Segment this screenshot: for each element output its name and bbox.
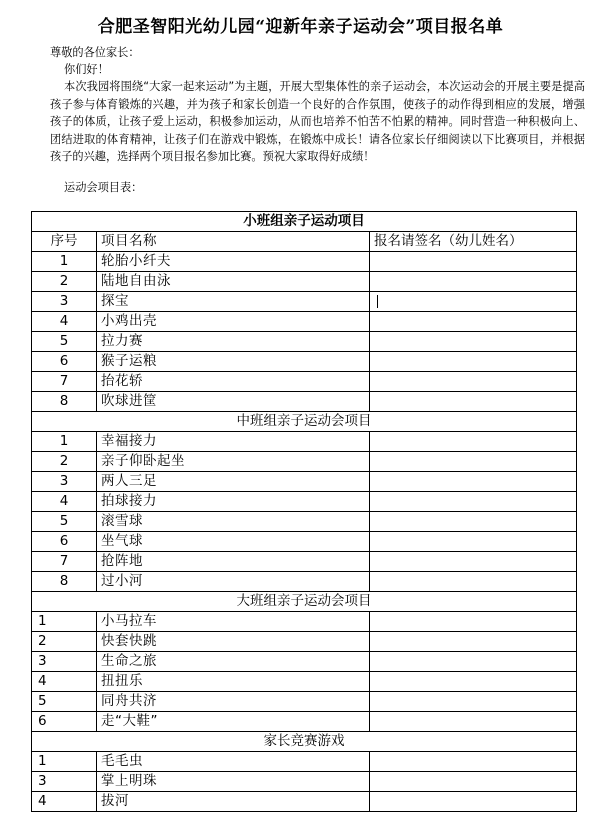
signup-cell[interactable]	[370, 792, 577, 812]
item-name: 小鸡出壳	[97, 312, 370, 332]
events-table	[31, 211, 577, 812]
signup-cell[interactable]	[370, 312, 577, 332]
item-number: 1	[32, 612, 97, 632]
table-row	[32, 612, 577, 632]
signup-cell[interactable]	[370, 432, 577, 452]
item-number: 7	[32, 552, 97, 572]
signup-cell[interactable]	[370, 712, 577, 732]
signup-cell[interactable]	[370, 752, 577, 772]
document-title: 合肥圣智阳光幼儿园“迎新年亲子运动会”项目报名单	[97, 17, 504, 37]
column-header-number: 序号	[32, 232, 97, 252]
table-row	[32, 432, 577, 452]
item-number: 8	[32, 572, 97, 592]
signup-cell[interactable]	[370, 532, 577, 552]
signup-cell[interactable]	[370, 272, 577, 292]
section-header-row	[32, 732, 577, 752]
text-cursor	[377, 295, 378, 308]
item-name: 同舟共济	[97, 692, 370, 712]
section-title: 中班组亲子运动会项目	[32, 412, 577, 432]
item-number: 4	[32, 792, 97, 812]
table-row	[32, 472, 577, 492]
table-row	[32, 392, 577, 412]
table-row	[32, 712, 577, 732]
item-name: 抬花轿	[97, 372, 370, 392]
item-name: 小马拉车	[97, 612, 370, 632]
table-row	[32, 672, 577, 692]
table-row	[32, 692, 577, 712]
table-row	[32, 372, 577, 392]
signup-cell[interactable]	[370, 392, 577, 412]
signup-cell[interactable]	[370, 772, 577, 792]
signup-cell[interactable]	[370, 332, 577, 352]
item-name: 两人三足	[97, 472, 370, 492]
item-name: 拉力赛	[97, 332, 370, 352]
item-name: 快套快跳	[97, 632, 370, 652]
signup-cell[interactable]	[370, 692, 577, 712]
item-name: 拍球接力	[97, 492, 370, 512]
item-number: 4	[32, 312, 97, 332]
item-number: 6	[32, 532, 97, 552]
item-number: 5	[32, 512, 97, 532]
item-name: 坐气球	[97, 532, 370, 552]
item-name: 扭扭乐	[97, 672, 370, 692]
table-row	[32, 572, 577, 592]
item-number: 3	[32, 292, 97, 312]
item-name: 亲子仰卧起坐	[97, 452, 370, 472]
item-number: 2	[32, 272, 97, 292]
item-name: 猴子运粮	[97, 352, 370, 372]
signup-cell[interactable]	[370, 672, 577, 692]
signup-cell[interactable]	[370, 492, 577, 512]
table-row	[32, 332, 577, 352]
table-row	[32, 252, 577, 272]
item-number: 2	[32, 632, 97, 652]
item-number: 1	[32, 432, 97, 452]
hello-text: 你们好！	[64, 63, 109, 76]
greeting-text: 尊敬的各位家长：	[50, 46, 140, 59]
signup-cell[interactable]	[370, 372, 577, 392]
table-row	[32, 632, 577, 652]
section-header-row	[32, 592, 577, 612]
item-number: 4	[32, 672, 97, 692]
signup-cell[interactable]	[370, 452, 577, 472]
item-number: 6	[32, 352, 97, 372]
table-row	[32, 752, 577, 772]
item-name: 轮胎小纤夫	[97, 252, 370, 272]
events-table-body	[32, 212, 577, 812]
item-number: 3	[32, 472, 97, 492]
section-title: 小班组亲子运动项目	[32, 212, 577, 232]
table-row	[32, 652, 577, 672]
table-row	[32, 792, 577, 812]
list-label: 运动会项目表：	[64, 181, 143, 194]
column-header-name: 项目名称	[97, 232, 370, 252]
item-name: 幸福接力	[97, 432, 370, 452]
item-name: 拔河	[97, 792, 370, 812]
table-row	[32, 772, 577, 792]
item-number: 2	[32, 452, 97, 472]
item-number: 6	[32, 712, 97, 732]
signup-cell[interactable]	[370, 292, 577, 312]
table-row	[32, 532, 577, 552]
item-name: 吹球进筐	[97, 392, 370, 412]
item-number: 1	[32, 752, 97, 772]
table-row	[32, 452, 577, 472]
item-name: 毛毛虫	[97, 752, 370, 772]
item-name: 陆地自由泳	[97, 272, 370, 292]
table-row	[32, 312, 577, 332]
item-number: 1	[32, 252, 97, 272]
table-row	[32, 292, 577, 312]
table-row	[32, 552, 577, 572]
item-number: 5	[32, 332, 97, 352]
signup-cell[interactable]	[370, 632, 577, 652]
table-row	[32, 512, 577, 532]
signup-cell[interactable]	[370, 352, 577, 372]
column-header-signup: 报名请签名（幼儿姓名）	[370, 232, 577, 252]
item-number: 8	[32, 392, 97, 412]
signup-cell[interactable]	[370, 512, 577, 532]
intro-paragraph: 本次我园将围绕“大家一起来运动”为主题，开展大型集体性的亲子运动会，本次运动会的开展主要是提高孩子参与体育锻炼的兴趣，并为孩子和家长创造一个良好的合作氛围，使孩子的动作得到相应的发展，增强孩子的体质，让孩子爱上运动，积极参加运动，从而也培养不怕苦不怕累的精神。同时营造一种积极向上、团结进取的体育精神，让孩子们在游戏中锻炼，在锻炼中成长！请各位家长仔细阅读以下比赛项目，并根据孩子的兴趣，选择两个项目报名参加比赛。预祝大家取得好成绩！	[50, 80, 585, 163]
item-number: 4	[32, 492, 97, 512]
item-name: 掌上明珠	[97, 772, 370, 792]
item-number: 3	[32, 772, 97, 792]
section-title: 家长竞赛游戏	[32, 732, 577, 752]
section-title: 大班组亲子运动会项目	[32, 592, 577, 612]
item-name: 生命之旅	[97, 652, 370, 672]
item-number: 7	[32, 372, 97, 392]
signup-cell[interactable]	[370, 612, 577, 632]
column-header-row	[32, 232, 577, 252]
signup-cell[interactable]	[370, 552, 577, 572]
signup-cell[interactable]	[370, 572, 577, 592]
table-row	[32, 352, 577, 372]
signup-cell[interactable]	[370, 472, 577, 492]
signup-cell[interactable]	[370, 252, 577, 272]
item-number: 5	[32, 692, 97, 712]
item-name: 探宝	[97, 292, 370, 312]
section-header-row	[32, 412, 577, 432]
item-name: 过小河	[97, 572, 370, 592]
item-name: 抢阵地	[97, 552, 370, 572]
item-name: 走“大鞋”	[97, 712, 370, 732]
item-number: 3	[32, 652, 97, 672]
table-row	[32, 272, 577, 292]
item-name: 滚雪球	[97, 512, 370, 532]
table-row	[32, 492, 577, 512]
signup-cell[interactable]	[370, 652, 577, 672]
section-header-row	[32, 212, 577, 232]
